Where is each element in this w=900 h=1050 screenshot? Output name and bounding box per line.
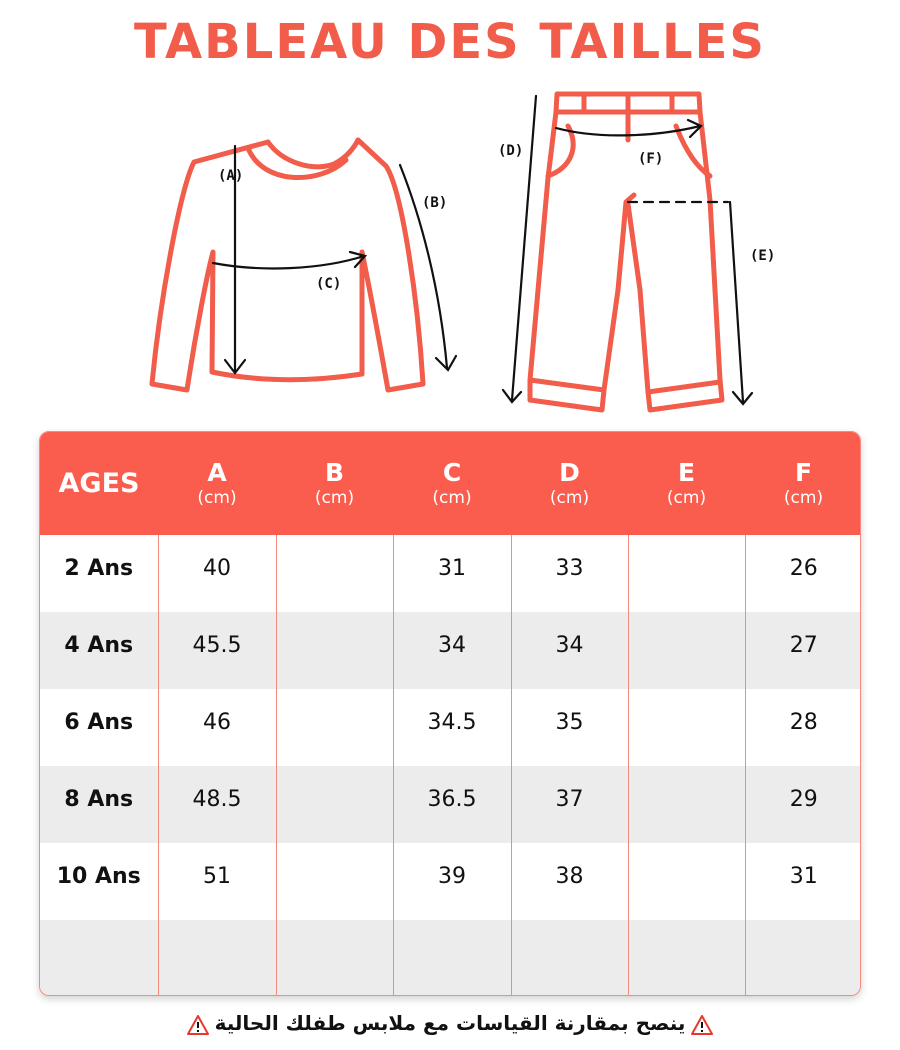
label-d: (D)	[498, 143, 524, 159]
value-cell	[276, 689, 393, 766]
value-cell: 27	[745, 612, 861, 689]
value-cell	[628, 689, 745, 766]
advice-note	[0, 1011, 900, 1035]
value-cell: 48.5	[158, 766, 276, 843]
label-e: (E)	[750, 248, 776, 264]
value-cell: 39	[393, 843, 511, 920]
value-cell: 29	[745, 766, 861, 843]
value-cell	[628, 766, 745, 843]
label-f: (F)	[638, 151, 664, 167]
table-header-row	[40, 432, 861, 535]
age-cell: 8 Ans	[64, 787, 134, 812]
label-a: (A)	[218, 168, 244, 184]
size-table	[39, 431, 861, 996]
table-row	[40, 843, 861, 920]
header-col-d: D (cm)	[549, 457, 590, 508]
value-cell: 34	[511, 612, 628, 689]
size-diagram	[0, 0, 900, 420]
warning-icon	[691, 1015, 713, 1035]
value-cell	[628, 843, 745, 920]
value-cell: 26	[745, 535, 861, 612]
header-col-e: E (cm)	[666, 457, 707, 508]
label-c: (C)	[316, 276, 342, 292]
value-cell	[276, 766, 393, 843]
advice-text: ينصح بمقارنة القياسات مع ملابس طفلك الحالية	[214, 1011, 686, 1035]
header-col-f: F (cm)	[783, 457, 824, 508]
value-cell: 38	[511, 843, 628, 920]
label-b: (B)	[422, 195, 448, 211]
age-cell: 2 Ans	[64, 556, 134, 581]
value-cell: 33	[511, 535, 628, 612]
header-col-b: B (cm)	[314, 457, 355, 508]
value-cell: 31	[393, 535, 511, 612]
page-title: TABLEAU DES TAILLES	[134, 14, 766, 70]
value-cell: 28	[745, 689, 861, 766]
value-cell	[628, 612, 745, 689]
warning-icon	[187, 1015, 209, 1035]
age-cell: 10 Ans	[56, 864, 141, 889]
age-cell: 4 Ans	[64, 633, 134, 658]
pants-illustration	[530, 94, 722, 410]
table-row	[40, 612, 861, 689]
value-cell: 51	[158, 843, 276, 920]
value-cell: 46	[158, 689, 276, 766]
shirt-illustration	[152, 140, 423, 390]
header-ages: AGES	[58, 468, 140, 499]
value-cell	[276, 612, 393, 689]
value-cell: 40	[158, 535, 276, 612]
value-cell: 35	[511, 689, 628, 766]
value-cell	[276, 843, 393, 920]
table-row-empty	[40, 920, 861, 996]
value-cell: 37	[511, 766, 628, 843]
value-cell: 31	[745, 843, 861, 920]
value-cell	[628, 535, 745, 612]
table-row	[40, 766, 861, 843]
age-cell: 6 Ans	[64, 710, 134, 735]
table-row	[40, 535, 861, 612]
value-cell: 36.5	[393, 766, 511, 843]
value-cell: 45.5	[158, 612, 276, 689]
table-row	[40, 689, 861, 766]
value-cell: 34.5	[393, 689, 511, 766]
value-cell	[276, 535, 393, 612]
header-col-a: A (cm)	[197, 457, 237, 508]
value-cell: 34	[393, 612, 511, 689]
header-col-c: C (cm)	[432, 457, 472, 508]
